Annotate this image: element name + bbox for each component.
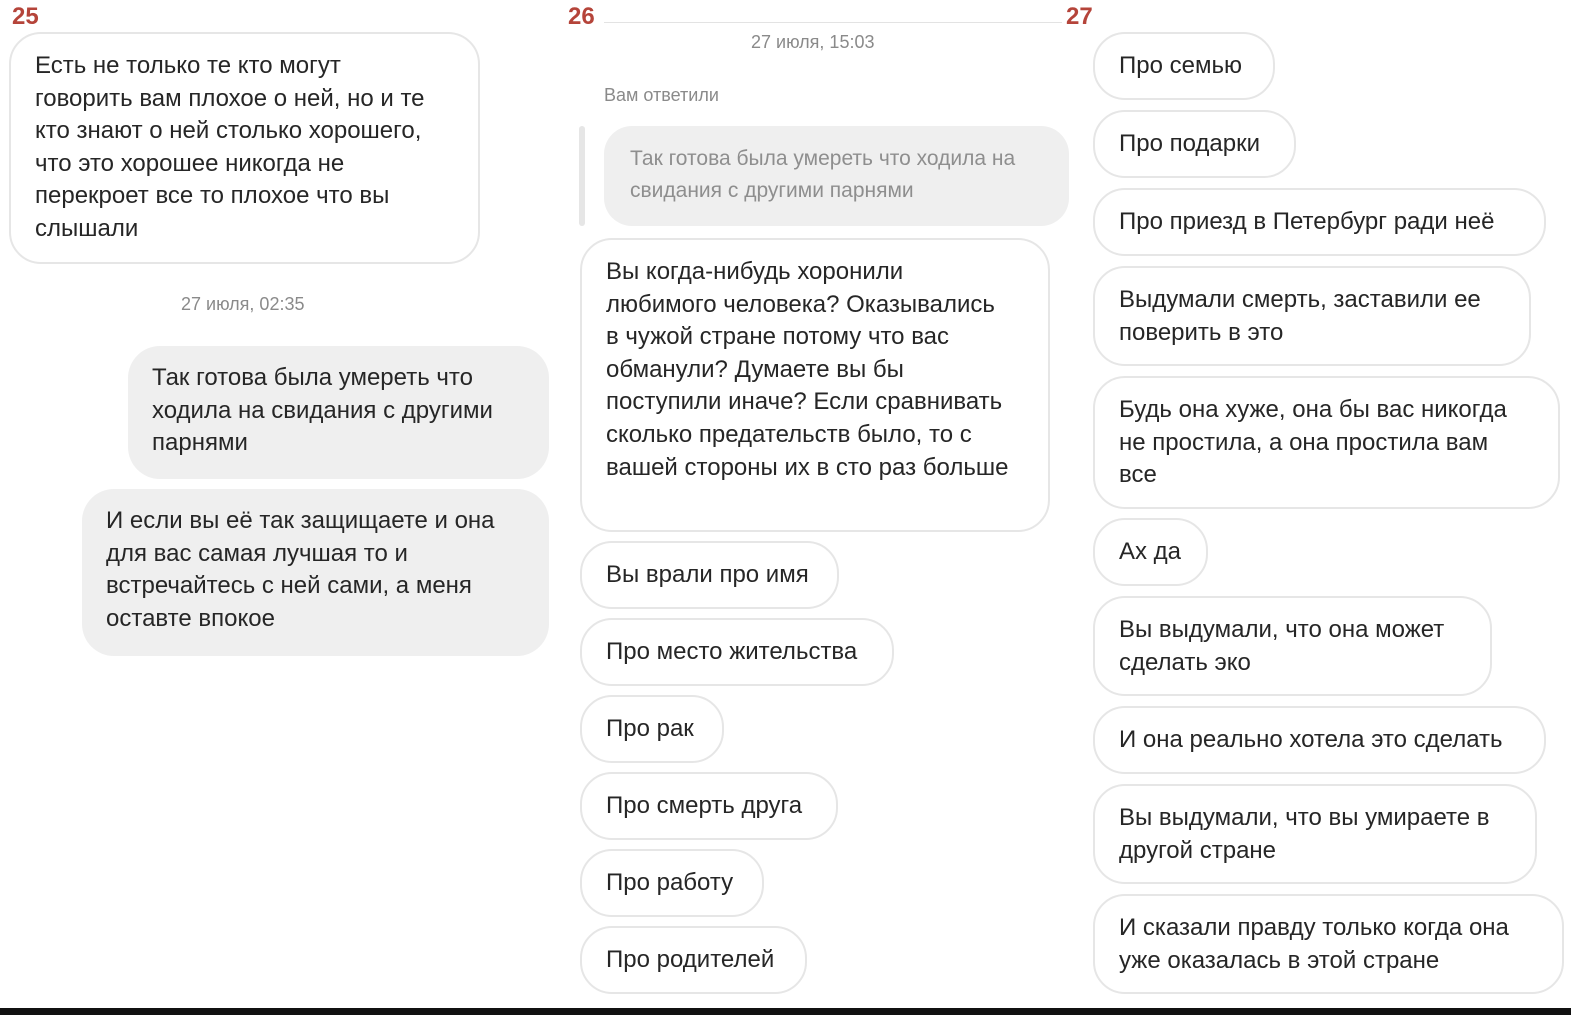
- message-line: обманули? Думаете вы бы: [606, 355, 904, 383]
- message-line: не простила, а она простила вам: [1119, 428, 1489, 456]
- message-line: в чужой стране потому что вас: [606, 323, 950, 351]
- quoted-message[interactable]: [604, 126, 1069, 226]
- message-line: Выдумали смерть, заставили ее: [1119, 286, 1481, 313]
- message-line: поступили иначе? Если сравнивать: [606, 388, 1003, 416]
- message-line: оставте впокое: [106, 604, 275, 632]
- incoming-message[interactable]: [1093, 596, 1492, 696]
- message-line: все: [1119, 461, 1157, 489]
- incoming-message[interactable]: Вы врали про имя: [580, 541, 839, 609]
- message-line: Будь она хуже, она бы вас никогда: [1119, 396, 1507, 423]
- reply-label: Вам ответили: [604, 85, 719, 105]
- message-line: для вас самая лучшая то и: [106, 539, 408, 567]
- message-line: встречайтесь с ней сами, а меня: [106, 572, 472, 600]
- message-line: поверить в это: [1119, 318, 1284, 346]
- reply-bar: [579, 126, 585, 226]
- incoming-message[interactable]: Про семью: [1093, 32, 1275, 100]
- quoted-line: свидания с другими парнями: [630, 179, 914, 202]
- incoming-message[interactable]: Про рак: [580, 695, 724, 763]
- incoming-message[interactable]: Про работу: [580, 849, 764, 917]
- message-line: сколько предательств было, то с: [606, 420, 972, 448]
- message-line: говорить вам плохое о ней, но и те: [35, 84, 425, 112]
- message-line: сделать эко: [1119, 648, 1251, 676]
- message-line: кто знают о ней столько хорошего,: [35, 117, 422, 145]
- incoming-message[interactable]: И она реально хотела это сделать: [1093, 706, 1546, 774]
- incoming-message[interactable]: Про место жительства: [580, 618, 894, 686]
- incoming-message[interactable]: Про приезд в Петербург ради неё: [1093, 188, 1546, 256]
- page-number-26: 26: [568, 3, 595, 30]
- incoming-message[interactable]: Про смерть друга: [580, 772, 838, 840]
- message-line: И если вы её так защищаете и она: [106, 507, 495, 534]
- message-line: ходила на свидания с другими: [152, 396, 493, 424]
- incoming-message[interactable]: [1093, 266, 1531, 366]
- incoming-message[interactable]: [1093, 784, 1537, 884]
- bottom-bar: [0, 1008, 1571, 1015]
- message-line: И сказали правду только когда она: [1119, 914, 1509, 941]
- message-line: Вы когда-нибудь хоронили: [606, 258, 904, 285]
- timestamp: 27 июля, 15:03: [751, 32, 875, 52]
- page-number-25: 25: [12, 3, 39, 30]
- divider-line: [604, 22, 1062, 23]
- message-line: Вы выдумали, что вы умираете в: [1119, 804, 1490, 831]
- outgoing-message[interactable]: [82, 489, 549, 656]
- incoming-message[interactable]: Про подарки: [1093, 110, 1296, 178]
- timestamp: 27 июля, 02:35: [181, 294, 305, 314]
- incoming-message[interactable]: [580, 238, 1050, 532]
- page-number-27: 27: [1066, 3, 1093, 30]
- incoming-message[interactable]: [9, 32, 480, 264]
- message-line: парнями: [152, 429, 248, 457]
- message-line: Так готова была умереть что: [152, 364, 473, 391]
- message-line: Есть не только те кто могут: [35, 52, 341, 79]
- incoming-message[interactable]: Ах да: [1093, 518, 1208, 586]
- message-line: Вы выдумали, что она может: [1119, 616, 1445, 643]
- incoming-message[interactable]: [1093, 376, 1560, 509]
- message-line: что это хорошее никогда не: [35, 149, 345, 177]
- message-line: вашей стороны их в сто раз больше: [606, 453, 1009, 481]
- outgoing-message[interactable]: [128, 346, 549, 479]
- incoming-message[interactable]: Про родителей: [580, 926, 807, 994]
- quoted-line: Так готова была умереть что ходила на: [630, 147, 1016, 170]
- message-line: другой стране: [1119, 836, 1277, 864]
- message-line: перекроет все то плохое что вы: [35, 182, 390, 210]
- message-line: уже оказалась в этой стране: [1119, 946, 1440, 974]
- message-line: любимого человека? Оказывались: [606, 290, 995, 318]
- incoming-message[interactable]: [1093, 894, 1564, 994]
- message-line: слышали: [35, 214, 139, 242]
